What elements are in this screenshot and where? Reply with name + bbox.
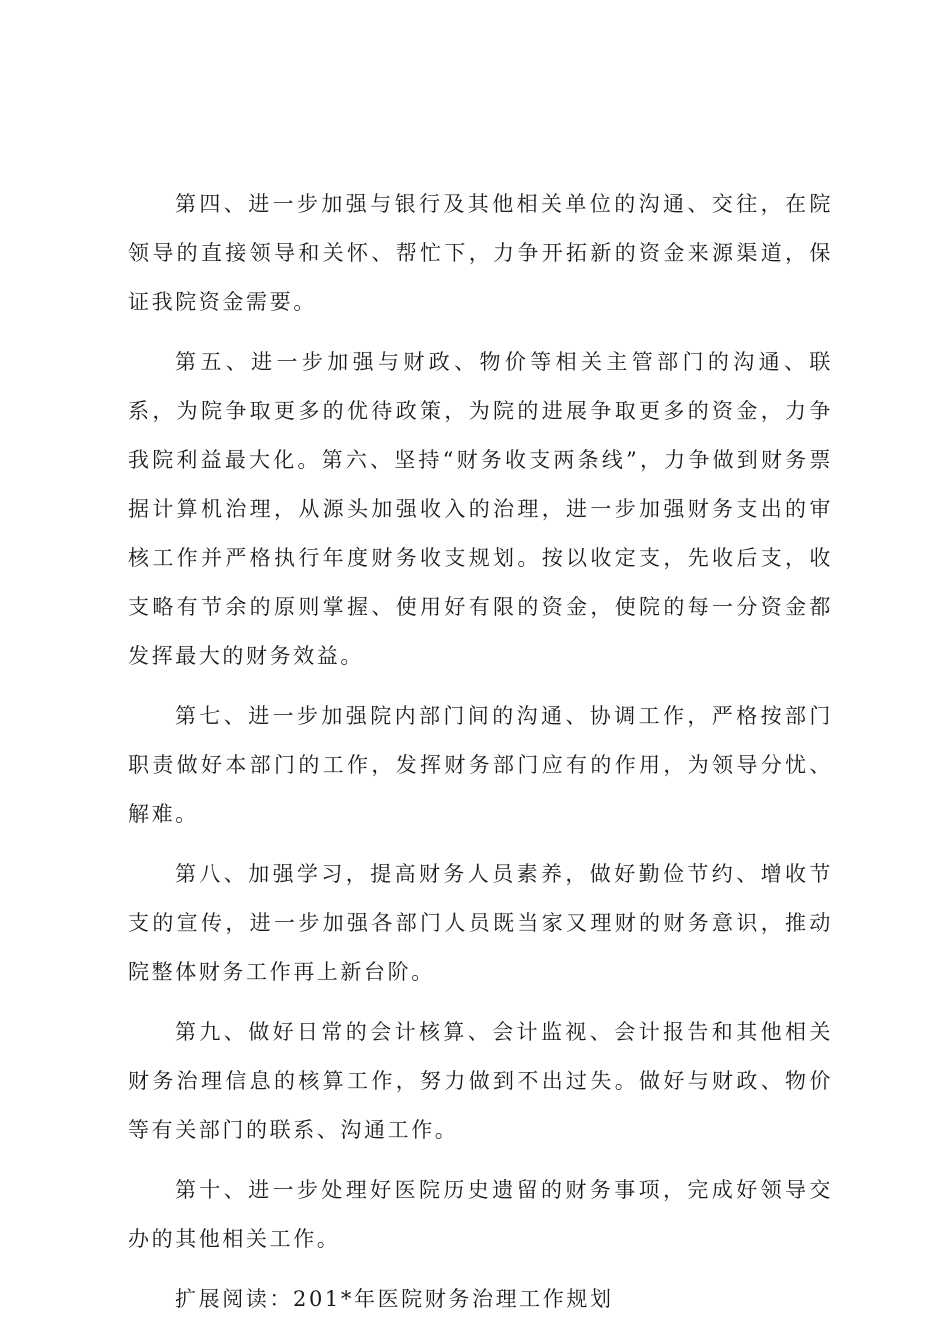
paragraph-item-4: 第四、进一步加强与银行及其他相关单位的沟通、交往，在院领导的直接领导和关怀、帮忙下，力争开拓新的资金来源渠道，保证我院资金需要。 (128, 192, 833, 314)
paragraph-item-9: 第九、做好日常的会计核算、会计监视、会计报告和其他相关财务治理信息的核算工作，努力做到不出过失。做好与财政、物价等有关部门的联系、沟通工作。 (128, 1020, 833, 1142)
document-body (128, 180, 833, 1335)
paragraph-item-7: 第七、进一步加强院内部门间的沟通、协调工作，严格按部门职责做好本部门的工作，发挥财务部门应有的作用，为领导分忧、解难。 (128, 704, 833, 826)
paragraph-item-8: 第八、加强学习，提高财务人员素养，做好勤俭节约、增收节支的宣传，进一步加强各部门人员既当家又理财的财务意识，推动院整体财务工作再上新台阶。 (128, 862, 833, 984)
paragraph-item-10: 第十、进一步处理好医院历史遗留的财务事项，完成好领导交办的其他相关工作。 (128, 1178, 833, 1251)
paragraph-item-5-6: 第五、进一步加强与财政、物价等相关主管部门的沟通、联系，为院争取更多的优待政策，为院的进展争取更多的资金，力争我院利益最大化。第六、坚持“财务收支两条线”，力争做到财务票据计算机治理，从源头加强收入的治理，进一步加强财务支出的审核工作并严格执行年度财务收支规划。按以收定支，先收后支，收支略有节余的原则掌握、使用好有限的资金，使院的每一分资金都发挥最大的财务效益。 (128, 350, 833, 668)
extended-reading-line: 扩展阅读：201*年医院财务治理工作规划 (175, 1287, 614, 1311)
